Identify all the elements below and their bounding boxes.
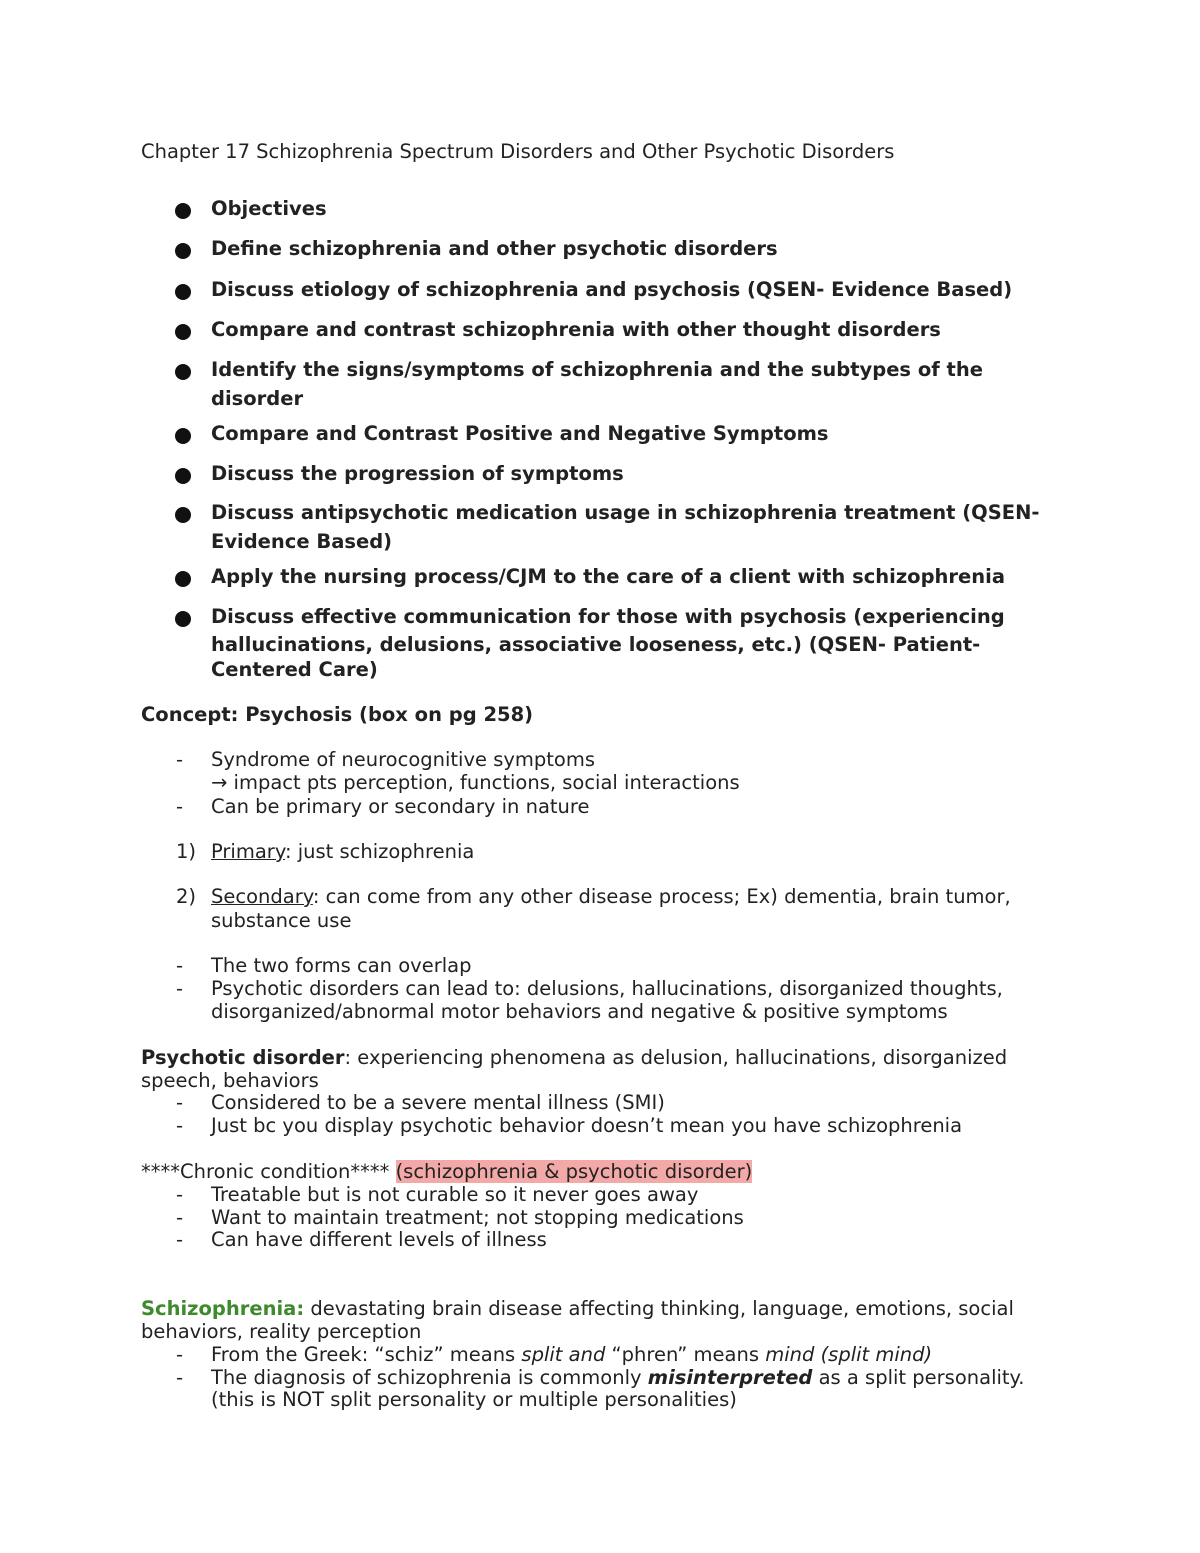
diagnosis-item [211, 1366, 1025, 1390]
schizophrenia-def-cont: behaviors, reality perception [141, 1320, 422, 1343]
page-title: Chapter 17 Schizophrenia Spectrum Disorders and Other Psychotic Disorders [141, 140, 895, 163]
objective-item: Discuss effective communication for those with psychosis (experiencing [211, 605, 1005, 628]
dash-marker: - [176, 1343, 184, 1366]
bullet-icon [175, 468, 191, 484]
bullet-icon [175, 324, 191, 340]
diag-c: as a split personality. [812, 1366, 1025, 1389]
concept-item-4: Psychotic disorders can lead to: delusions, hallucinations, disorganized thoughts, [211, 977, 1003, 1000]
greek-c: “phren” means [605, 1343, 766, 1366]
primary-text: : just schizophrenia [284, 840, 475, 863]
chronic-item-1: Treatable but is not curable so it never goes away [211, 1183, 699, 1206]
schizophrenia-def: devastating brain disease affecting thinking, language, emotions, social [304, 1297, 1014, 1320]
dash-marker: - [176, 1206, 184, 1229]
objective-item: Centered Care) [211, 658, 378, 681]
dash-marker: - [176, 795, 184, 818]
bullet-icon [175, 611, 191, 627]
bullet-icon [175, 203, 191, 219]
objective-item: Compare and contrast schizophrenia with other thought disorders [211, 318, 941, 341]
greek-a: From the Greek: “schiz” means [211, 1343, 522, 1366]
diag-a: The diagnosis of schizophrenia is commonly [211, 1366, 648, 1389]
greek-d: mind (split mind) [765, 1343, 933, 1366]
dash-marker: - [176, 954, 184, 977]
dash-marker: - [176, 748, 184, 771]
bullet-icon [175, 428, 191, 444]
objective-item: Discuss the progression of symptoms [211, 462, 624, 485]
objective-item: disorder [211, 387, 304, 410]
objective-item: Apply the nursing process/CJM to the care of a client with schizophrenia [211, 565, 1005, 588]
primary-label: Primary [211, 840, 285, 863]
psychotic-definition [141, 1046, 1007, 1070]
concept-item-1-cont: → impact pts perception, functions, social interactions [211, 771, 740, 794]
chronic-item-2: Want to maintain treatment; not stopping medications [211, 1206, 744, 1229]
bullet-icon [175, 507, 191, 523]
concept-item-2: Can be primary or secondary in nature [211, 795, 590, 818]
dash-marker: - [176, 1366, 184, 1389]
objective-item: Objectives [211, 197, 327, 220]
primary-item [211, 840, 474, 864]
dash-marker: - [176, 977, 184, 1000]
objective-item: hallucinations, delusions, associative looseness, etc.) (QSEN- Patient- [211, 633, 981, 656]
secondary-label: Secondary [211, 885, 313, 908]
psychotic-def: : experiencing phenomena as delusion, hallucinations, disorganized [344, 1046, 1008, 1069]
objective-item: Identify the signs/symptoms of schizophrenia and the subtypes of the [211, 358, 983, 381]
chronic-label: ****Chronic condition**** [141, 1160, 390, 1183]
psychotic-def-cont: speech, behaviors [141, 1069, 319, 1092]
greek-item [211, 1343, 932, 1367]
concept-heading: Concept: Psychosis (box on pg 258) [141, 703, 534, 726]
objective-item: Discuss antipsychotic medication usage in schizophrenia treatment (QSEN- [211, 501, 1040, 524]
concept-item-4-cont: disorganized/abnormal motor behaviors and negative & positive symptoms [211, 1000, 948, 1023]
concept-item-1: Syndrome of neurocognitive symptoms [211, 748, 596, 771]
chronic-highlight: (schizophrenia & psychotic disorder) [395, 1160, 753, 1183]
greek-b: split and [521, 1343, 606, 1366]
dash-marker: - [176, 1114, 184, 1137]
chronic-item-3: Can have different levels of illness [211, 1228, 547, 1251]
objective-item: Discuss etiology of schizophrenia and psychosis (QSEN- Evidence Based) [211, 278, 1013, 301]
secondary-item [211, 885, 1011, 909]
psychotic-item-1: Considered to be a severe mental illness (SMI) [211, 1091, 665, 1114]
secondary-item-cont: substance use [211, 909, 352, 932]
diag-b: misinterpreted [647, 1366, 813, 1389]
chronic-heading [141, 1160, 752, 1184]
dash-marker: - [176, 1091, 184, 1114]
psychotic-item-2: Just bc you display psychotic behavior doesn’t mean you have schizophrenia [211, 1114, 963, 1137]
bullet-icon [175, 243, 191, 259]
secondary-text: : can come from any other disease process; Ex) dementia, brain tumor, [312, 885, 1011, 908]
bullet-icon [175, 364, 191, 380]
objective-item: Compare and Contrast Positive and Negative Symptoms [211, 422, 829, 445]
dash-marker: - [176, 1183, 184, 1206]
number-marker-2: 2) [176, 885, 197, 908]
schizophrenia-definition [141, 1297, 1014, 1321]
number-marker-1: 1) [176, 840, 197, 863]
bullet-icon [175, 284, 191, 300]
psychotic-term: Psychotic disorder [141, 1046, 345, 1069]
dash-marker: - [176, 1228, 184, 1251]
bullet-icon [175, 571, 191, 587]
schizophrenia-term: Schizophrenia: [141, 1297, 305, 1320]
diagnosis-item-cont: (this is NOT split personality or multiple personalities) [211, 1388, 737, 1411]
objective-item: Evidence Based) [211, 530, 393, 553]
concept-item-3: The two forms can overlap [211, 954, 472, 977]
objective-item: Define schizophrenia and other psychotic disorders [211, 237, 778, 260]
